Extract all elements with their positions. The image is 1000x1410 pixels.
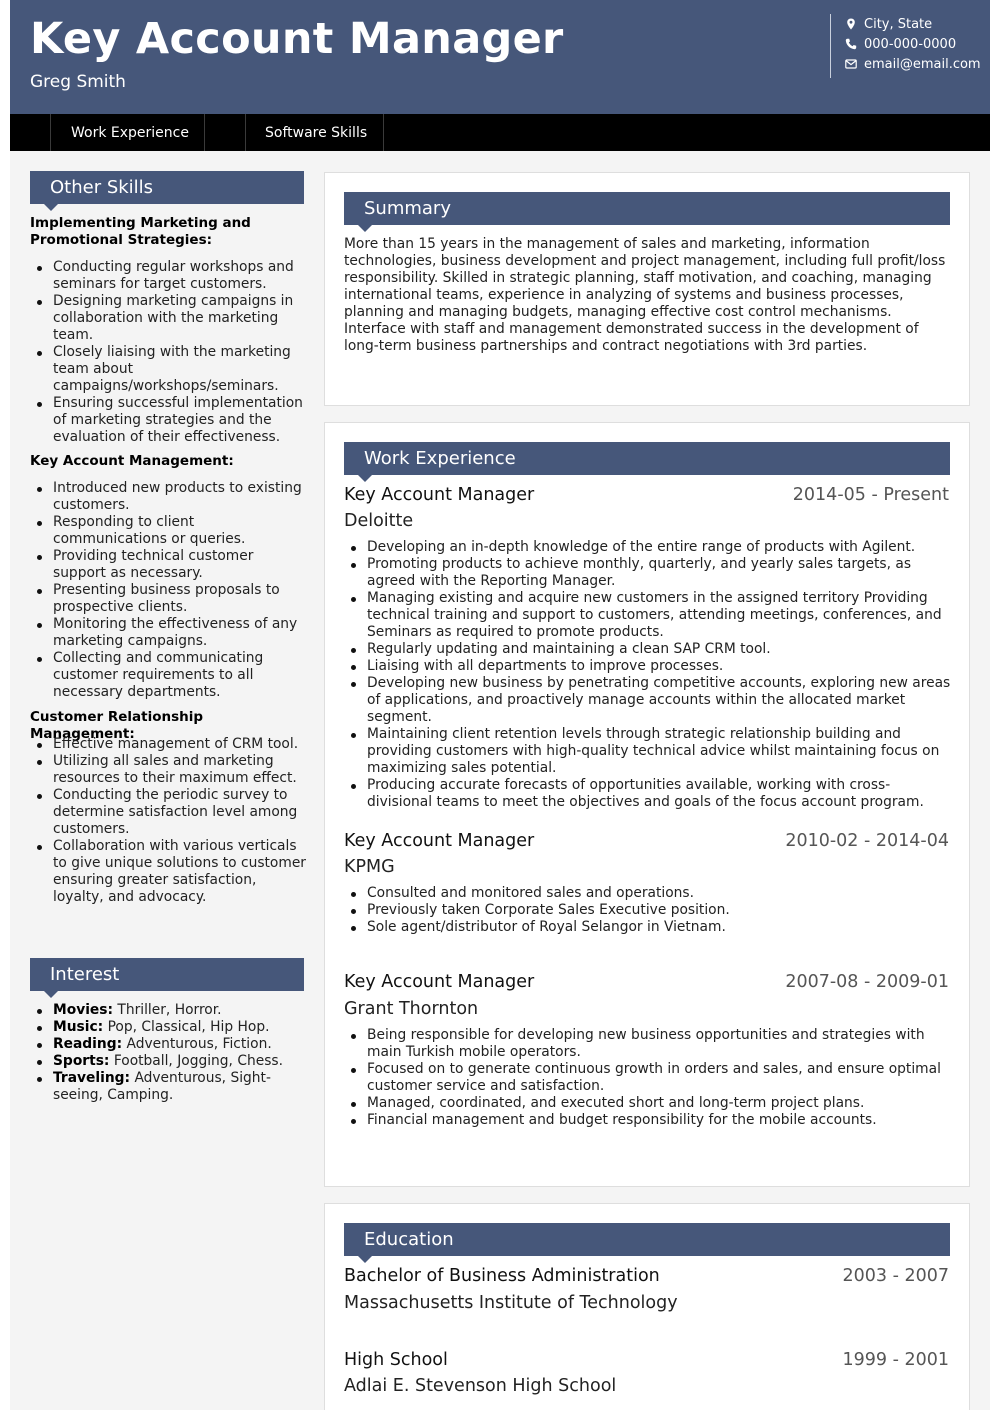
- nav-item-work-experience[interactable]: Work Experience: [71, 125, 189, 141]
- list-item: Being responsible for developing new business opportunities and strategies with main Turkish mobile operators.: [344, 1027, 954, 1061]
- education-dates: 1999 - 2001: [842, 1350, 949, 1370]
- interest-value: Pop, Classical, Hip Hop.: [107, 1019, 270, 1035]
- list-item: Sole agent/distributor of Royal Selangor in Vietnam.: [344, 919, 954, 936]
- interest-value: Adventurous, Sight-seeing, Camping.: [53, 1070, 271, 1103]
- interest-heading: Interest: [30, 958, 304, 991]
- job-position: Key Account Manager: [344, 972, 535, 992]
- resume-page: [10, 0, 990, 1410]
- envelope-icon: [845, 58, 857, 70]
- education-school: Adlai E. Stevenson High School: [344, 1376, 617, 1396]
- interest-value: Adventurous, Fiction.: [126, 1036, 272, 1052]
- other-skills-heading: Other Skills: [30, 171, 304, 204]
- contact-location-text: City, State: [864, 16, 933, 32]
- section-nav: [10, 114, 990, 151]
- job-duties-list: [344, 539, 954, 811]
- job-dates: 2010-02 - 2014-04: [785, 831, 949, 851]
- job-dates: 2014-05 - Present: [792, 485, 949, 505]
- contact-email-text: email@email.com: [864, 56, 981, 72]
- job-company: Deloitte: [344, 511, 414, 531]
- resume-header: [10, 0, 990, 114]
- interest-label: Reading:: [53, 1036, 123, 1052]
- list-item: Financial management and budget responsibility for the mobile accounts.: [344, 1112, 954, 1129]
- contact-email: [845, 54, 981, 74]
- interest-value: Football, Jogging, Chess.: [113, 1053, 283, 1069]
- candidate-name: Greg Smith: [30, 72, 126, 92]
- list-item: Previously taken Corporate Sales Executive position.: [344, 902, 954, 919]
- job-position: Key Account Manager: [344, 831, 535, 851]
- education-heading: Education: [344, 1223, 950, 1256]
- summary-heading: Summary: [344, 192, 950, 225]
- list-item: Conducting the periodic survey to determine satisfaction level among customers.: [30, 787, 310, 838]
- list-item: Providing technical customer support as necessary.: [30, 548, 310, 582]
- skill-group-title: Implementing Marketing and Promotional Strategies:: [30, 215, 251, 248]
- list-item: Collaboration with various verticals to give unique solutions to customer ensuring greater satisfaction, loyalty, and advocacy.: [30, 838, 310, 906]
- list-item: Collecting and communicating customer requirements to all necessary departments.: [30, 650, 310, 701]
- list-item: [30, 1070, 310, 1104]
- skill-list: [30, 480, 310, 701]
- list-item: Consulted and monitored sales and operations.: [344, 885, 954, 902]
- education-school: Massachusetts Institute of Technology: [344, 1293, 678, 1313]
- interest-label: Music:: [53, 1019, 104, 1035]
- list-item: Producing accurate forecasts of opportunities available, working with cross-divisional teams to meet the objectives and goals of the focus account program.: [344, 777, 954, 811]
- list-item: [30, 1053, 310, 1070]
- nav-divider: [50, 114, 51, 151]
- phone-icon: [845, 38, 857, 50]
- interest-list: [30, 1002, 310, 1104]
- skill-group-title: Key Account Management:: [30, 453, 234, 469]
- job-duties-list: [344, 885, 954, 936]
- list-item: Developing an in-depth knowledge of the entire range of products with Agilent.: [344, 539, 954, 556]
- list-item: Managing existing and acquire new customers in the assigned territory Providing technical training and support to customers, attending meetings, conferences, and Seminars as required to promote products.: [344, 590, 954, 641]
- list-item: Promoting products to achieve monthly, quarterly, and yearly sales targets, as agreed with the Reporting Manager.: [344, 556, 954, 590]
- contact-phone-text: 000-000-0000: [864, 36, 957, 52]
- nav-divider: [383, 114, 384, 151]
- contact-info: [830, 14, 981, 78]
- list-item: Developing new business by penetrating competitive accounts, exploring new areas of applications, and proactively manage accounts within the allocated market segment.: [344, 675, 954, 726]
- list-item: Utilizing all sales and marketing resources to their maximum effect.: [30, 753, 310, 787]
- contact-phone: [845, 34, 981, 54]
- job-company: KPMG: [344, 857, 395, 877]
- list-item: Responding to client communications or queries.: [30, 514, 310, 548]
- map-pin-icon: [845, 18, 857, 30]
- nav-item-software-skills[interactable]: Software Skills: [265, 125, 368, 141]
- interest-value: Thriller, Horror.: [117, 1002, 222, 1018]
- list-item: Maintaining client retention levels through strategic relationship building and providing customers with high-quality technical advice whilst maintaining focus on maximizing sales potential.: [344, 726, 954, 777]
- skill-list: [30, 259, 310, 446]
- education-dates: 2003 - 2007: [842, 1266, 949, 1286]
- education-degree: High School: [344, 1350, 448, 1370]
- list-item: [30, 1019, 310, 1036]
- list-item: [30, 1002, 310, 1019]
- list-item: Conducting regular workshops and seminars for target customers.: [30, 259, 310, 293]
- skill-group-title: Customer Relationship Management:: [30, 709, 204, 742]
- education-degree: Bachelor of Business Administration: [344, 1266, 660, 1286]
- nav-divider: [245, 114, 246, 151]
- list-item: [30, 1036, 310, 1053]
- list-item: Introduced new products to existing customers.: [30, 480, 310, 514]
- list-item: Closely liaising with the marketing team about campaigns/workshops/seminars.: [30, 344, 310, 395]
- list-item: Regularly updating and maintaining a clean SAP CRM tool.: [344, 641, 954, 658]
- job-company: Grant Thornton: [344, 999, 479, 1019]
- list-item: Effective management of CRM tool.: [30, 736, 310, 753]
- list-item: Presenting business proposals to prospective clients.: [30, 582, 310, 616]
- list-item: Liaising with all departments to improve processes.: [344, 658, 954, 675]
- job-position: Key Account Manager: [344, 485, 535, 505]
- job-dates: 2007-08 - 2009-01: [785, 972, 949, 992]
- summary-text: More than 15 years in the management of sales and marketing, information technologies, business development and project management, including full profit/loss responsibility. Skilled in strategic planning, staff motivation, and coaching, managing international teams, experience in analyzing of systems and business processes, planning and managing budgets, managing effective cost control mechanisms. Interface with staff and management demonstrated success in the development of long-term business partnerships and contract negotiations with 3rd parties.: [344, 236, 946, 354]
- work-experience-heading: Work Experience: [344, 442, 950, 475]
- list-item: Focused on to generate continuous growth in orders and sales, and ensure optimal customer service and satisfaction.: [344, 1061, 954, 1095]
- contact-location: [845, 14, 981, 34]
- list-item: Managed, coordinated, and executed short and long-term project plans.: [344, 1095, 954, 1112]
- nav-divider: [204, 114, 205, 151]
- job-title-heading: Key Account Manager: [30, 14, 564, 64]
- list-item: Ensuring successful implementation of marketing strategies and the evaluation of their effectiveness.: [30, 395, 310, 446]
- list-item: Designing marketing campaigns in collaboration with the marketing team.: [30, 293, 310, 344]
- job-duties-list: [344, 1027, 954, 1129]
- skill-list: [30, 736, 310, 906]
- list-item: Monitoring the effectiveness of any marketing campaigns.: [30, 616, 310, 650]
- interest-label: Sports:: [53, 1053, 110, 1069]
- interest-label: Traveling:: [53, 1070, 131, 1086]
- interest-label: Movies:: [53, 1002, 114, 1018]
